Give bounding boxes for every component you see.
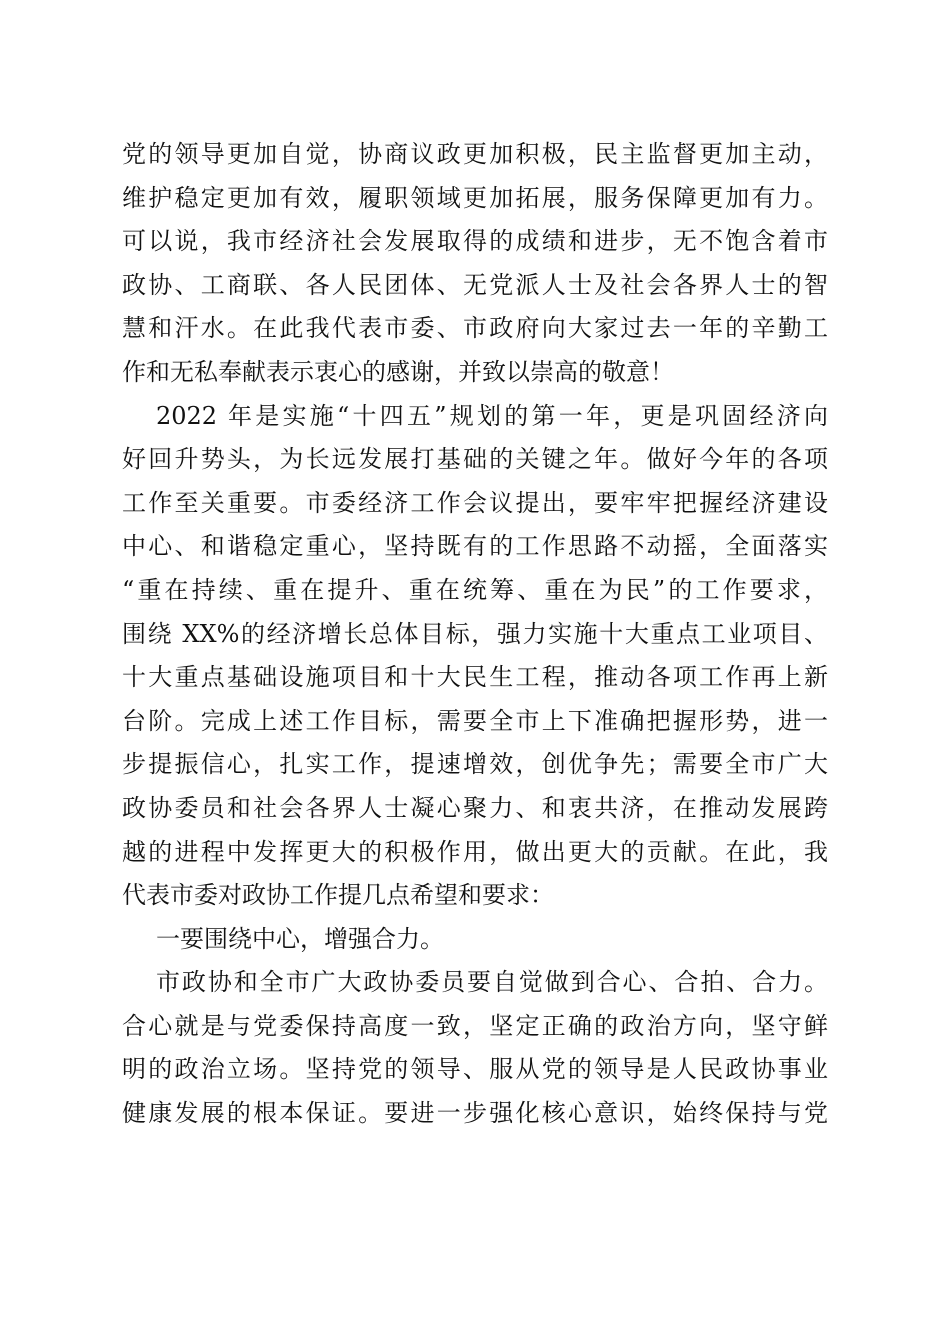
section-heading: 一要围绕中心，增强合力。 xyxy=(156,924,444,953)
text-line: “重在持续、重在提升、重在统筹、重在为民”的工作要求， xyxy=(122,575,828,604)
text-line: 合心就是与党委保持高度一致，坚定正确的政治方向，坚守鲜 xyxy=(122,1011,828,1040)
text-line: 健康发展的根本保证。要进一步强化核心意识，始终保持与党 xyxy=(122,1099,828,1128)
text-line: 政协委员和社会各界人士凝心聚力、和衷共济，在推动发展跨 xyxy=(122,793,828,822)
text-line: 工作至关重要。市委经济工作会议提出，要牢牢把握经济建设 xyxy=(122,488,828,517)
paragraph-start-line: 市政协和全市广大政协委员要自觉做到合心、合拍、合力。 xyxy=(156,968,828,997)
text-line: 好回升势头，为长远发展打基础的关键之年。做好今年的各项 xyxy=(122,445,828,474)
text-line: 慧和汗水。在此我代表市委、市政府向大家过去一年的辛勤工 xyxy=(122,314,828,343)
text-line: 可以说，我市经济社会发展取得的成绩和进步，无不饱含着市 xyxy=(122,227,828,256)
text-line: 台阶。完成上述工作目标，需要全市上下准确把握形势，进一 xyxy=(122,706,828,735)
text-line: 政协、工商联、各人民团体、无党派人士及社会各界人士的智 xyxy=(122,270,828,299)
text-line: 维护稳定更加有效，履职领域更加拓展，服务保障更加有力。 xyxy=(122,183,828,212)
paragraph-start-line: 2022 年是实施“十四五”规划的第一年，更是巩固经济向 xyxy=(156,401,828,430)
text-line: 中心、和谐稳定重心，坚持既有的工作思路不动摇，全面落实 xyxy=(122,532,828,561)
document-body xyxy=(122,133,828,1136)
text-line: 作和无私奉献表示衷心的感谢，并致以崇高的敬意！ xyxy=(122,357,674,386)
text-line: 围绕 XX%的经济增长总体目标，强力实施十大重点工业项目、 xyxy=(122,619,828,648)
text-line: 明的政治立场。坚持党的领导、服从党的领导是人民政协事业 xyxy=(122,1055,828,1084)
text-line: 十大重点基础设施项目和十大民生工程，推动各项工作再上新 xyxy=(122,663,828,692)
text-line: 步提振信心，扎实工作，提速增效，创优争先；需要全市广大 xyxy=(122,750,828,779)
text-line: 越的进程中发挥更大的积极作用，做出更大的贡献。在此，我 xyxy=(122,837,828,866)
text-line: 代表市委对政协工作提几点希望和要求： xyxy=(122,881,554,910)
text-line: 党的领导更加自觉，协商议政更加积极，民主监督更加主动， xyxy=(122,140,828,168)
